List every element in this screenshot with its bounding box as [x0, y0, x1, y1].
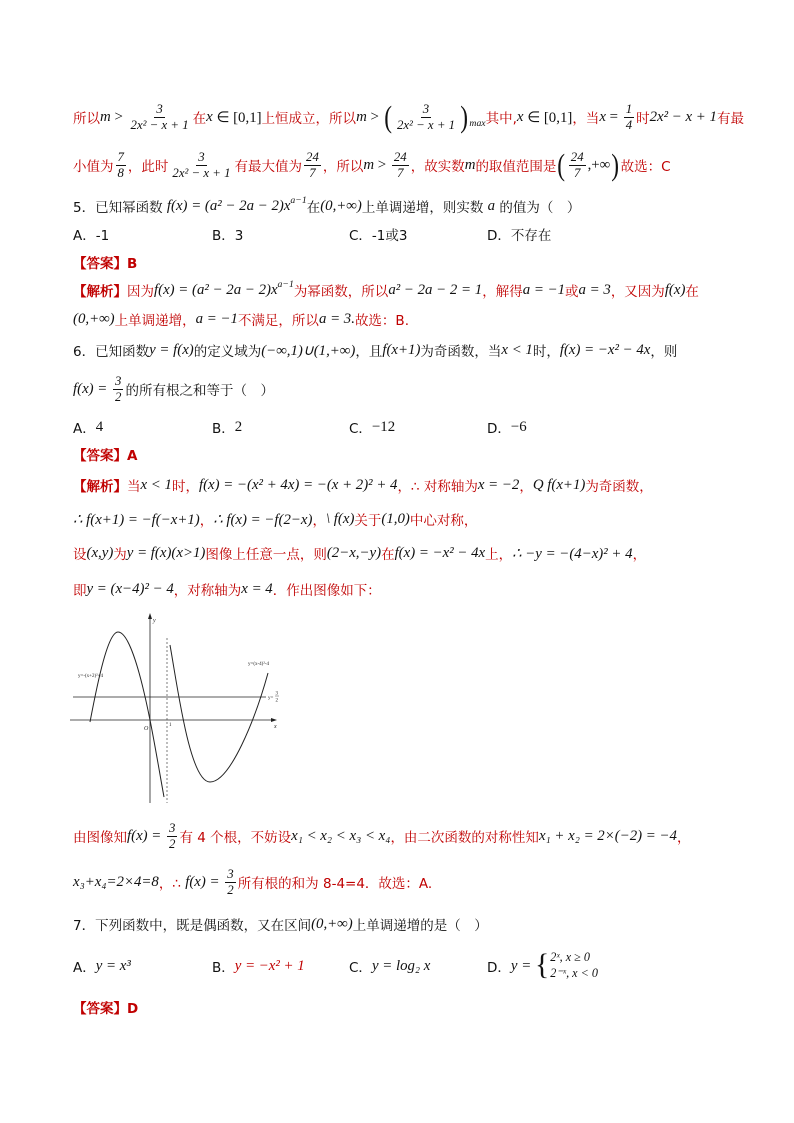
- text: 7．下列函数中，既是偶函数，又在区间: [73, 918, 312, 934]
- math: f(x): [664, 281, 686, 298]
- math: x = −2: [477, 476, 520, 493]
- math: y = f(x)(x>1): [126, 544, 206, 561]
- red-text: ，故实数: [410, 159, 465, 175]
- solution-line: [73, 862, 432, 902]
- red-text: 设: [73, 547, 87, 563]
- math-number: ∈ [0,1]: [212, 109, 262, 126]
- red-text: 上，: [485, 547, 513, 563]
- solution-line: [73, 533, 646, 573]
- math: f(x) =: [127, 827, 166, 844]
- big-left-paren: (: [383, 99, 392, 135]
- bold-red-label: 【解析】: [73, 479, 127, 495]
- math-number: ∈ [0,1]: [523, 109, 573, 126]
- math-number: >: [374, 156, 390, 173]
- text: D．不存在: [487, 228, 552, 244]
- math: f(x) =: [73, 380, 112, 397]
- red-text: 的取值范围是: [475, 159, 557, 175]
- question-6-stem: [73, 369, 274, 409]
- fraction-denominator: 8: [117, 165, 124, 180]
- text: 上单调递增，则实数: [361, 200, 488, 216]
- red-text: ，对称轴为: [173, 583, 242, 599]
- question-5-options: [73, 214, 723, 254]
- text: C．: [349, 421, 372, 437]
- fraction: [170, 150, 232, 181]
- math: (x,y): [86, 544, 114, 561]
- fraction: [392, 150, 409, 181]
- text: D．: [487, 421, 511, 437]
- text: 时，: [532, 344, 560, 360]
- red-text: 当: [127, 479, 141, 495]
- x-axis-arrow: [271, 718, 277, 722]
- math-number: −12: [371, 418, 396, 435]
- piecewise-case: 2⁻ˣ, x < 0: [550, 966, 598, 980]
- red-text: 为幂函数，所以: [293, 284, 389, 300]
- option-D: [487, 214, 551, 254]
- text: 上单调递增的是（ ）: [352, 918, 488, 934]
- red-text: ，: [632, 547, 647, 563]
- math: y = x³: [95, 957, 131, 974]
- math-number: >: [110, 108, 127, 125]
- math: a = −1: [522, 281, 566, 298]
- math: x = 4: [241, 580, 273, 597]
- option-C: [349, 214, 407, 254]
- math: (2−x,−y): [326, 544, 382, 561]
- math: m: [464, 156, 476, 173]
- math: a = 3: [578, 281, 611, 298]
- math: m: [356, 108, 367, 125]
- red-text: ，解得: [482, 284, 523, 300]
- red-text: ，: [199, 513, 214, 529]
- red-text: 其中,: [485, 111, 517, 127]
- math: f(x) =: [185, 873, 224, 890]
- red-text: ，∴: [158, 876, 186, 892]
- math: a: [487, 197, 496, 214]
- math: \ f(x): [325, 510, 355, 527]
- text: 6．已知函数: [73, 344, 150, 360]
- superscript: a−1: [290, 194, 307, 206]
- text: A．: [73, 960, 96, 976]
- y-axis-label: y: [153, 618, 156, 624]
- fraction: [395, 102, 457, 133]
- math: y = log₂ x: [371, 957, 431, 974]
- red-text: ，由二次函数的对称性知: [390, 830, 539, 846]
- fraction-numerator: 24: [306, 149, 319, 164]
- fraction-numerator: 3: [156, 101, 163, 116]
- math: (0,+∞): [311, 915, 353, 932]
- red-text: 在: [685, 284, 699, 300]
- red-text: 故选：C: [620, 159, 671, 175]
- red-text: ，又因为: [610, 284, 665, 300]
- big-right-paren: ): [611, 147, 620, 183]
- math: x₁ + x₂ = 2×(−2) = −4: [538, 827, 677, 844]
- solution-line: [73, 569, 381, 609]
- piecewise-rows: [550, 950, 598, 982]
- fraction: [116, 150, 126, 181]
- math: (0,+∞): [73, 310, 115, 327]
- red-text: 中心对称，: [409, 513, 478, 529]
- math-number: −6: [510, 418, 527, 435]
- math-number: 4: [95, 418, 104, 435]
- math-number: ,+∞: [587, 156, 611, 173]
- fraction: [225, 867, 235, 898]
- function-graph: [70, 610, 285, 805]
- option-B: [212, 407, 242, 447]
- fraction-numerator: 24: [570, 149, 584, 164]
- math: m: [363, 156, 375, 173]
- fraction-denominator: 4: [625, 117, 633, 132]
- line-label-numerator: 3: [275, 691, 278, 697]
- text: ，且: [355, 344, 383, 360]
- red-text: 为奇函数，: [585, 479, 653, 495]
- fraction-numerator: 3: [115, 373, 122, 388]
- red-text: 上恒成立，所以: [261, 111, 357, 127]
- math-number: =: [605, 108, 622, 125]
- math: y =: [510, 957, 535, 974]
- math: f(x) = −x² − 4x: [394, 544, 486, 561]
- red-text: 或: [565, 284, 579, 300]
- text: B．: [212, 421, 235, 437]
- red-text: 因为: [127, 284, 154, 300]
- option-B: [212, 946, 305, 986]
- right-curve-label: y=(x-4)²-4: [248, 662, 269, 667]
- math-number: >: [366, 108, 383, 125]
- bold-red-label: 【答案】D: [73, 1001, 139, 1017]
- red-text: 不满足，所以: [237, 313, 319, 329]
- math: f(x) = −(x² + 4x) = −(x + 2)² + 4: [198, 476, 398, 493]
- red-text: 所以: [73, 111, 100, 127]
- red-text: 有最大值为: [234, 159, 303, 175]
- x-axis-label: x: [274, 724, 277, 730]
- fraction-denominator: 2: [169, 836, 176, 851]
- red-text: ，所以: [322, 159, 364, 175]
- fraction-denominator: 7: [309, 165, 316, 180]
- red-text: 所有根的和为 8-4=4．故选：A.: [237, 876, 433, 892]
- question-7-stem: [73, 904, 488, 944]
- red-math: y = −x² + 1: [234, 957, 305, 974]
- red-text: ，: [312, 513, 326, 529]
- math: f(x) = (a² − 2a − 2)x: [154, 281, 278, 298]
- question-6-options: [73, 407, 723, 447]
- math: x: [206, 108, 213, 125]
- fraction-denominator: 2x² − x + 1: [172, 165, 231, 180]
- red-text: 有最: [716, 111, 744, 127]
- option-A: [73, 946, 131, 986]
- fraction-numerator: 3: [198, 149, 205, 164]
- piecewise-brace: {: [534, 949, 550, 982]
- math: x: [599, 108, 606, 125]
- red-text: 时: [636, 111, 650, 127]
- subscript: max: [469, 117, 486, 129]
- red-text: 在: [381, 547, 395, 563]
- fraction-numerator: 3: [169, 820, 176, 835]
- math: (0,+∞): [320, 197, 362, 214]
- big-left-paren: (: [557, 147, 566, 183]
- option-D: [487, 407, 527, 447]
- question-6-stem: [73, 330, 677, 370]
- red-text: 为: [113, 547, 127, 563]
- red-text: 时，: [171, 479, 199, 495]
- red-text: 由图像知: [73, 830, 127, 846]
- red-text: 关于: [354, 513, 382, 529]
- fraction-denominator: 2x² − x + 1: [130, 117, 189, 132]
- math: (1,0): [381, 510, 410, 527]
- red-text: 小值为: [73, 159, 114, 175]
- bold-red-label: 【答案】B: [73, 256, 138, 272]
- fraction-numerator: 1: [625, 101, 633, 116]
- math: x < 1: [501, 341, 533, 358]
- fraction: [624, 102, 634, 133]
- fraction-denominator: 2: [115, 389, 122, 404]
- fraction-numerator: 3: [422, 101, 430, 116]
- solution-line: [73, 97, 744, 137]
- math: f(x+1): [382, 341, 421, 358]
- option-D: [487, 946, 598, 986]
- tick-label-1: 1: [169, 723, 172, 728]
- red-text: 图像上任意一点，则: [205, 547, 327, 563]
- math-number: 2: [234, 418, 243, 435]
- red-text: 即: [73, 583, 87, 599]
- red-text: 上单调递增，: [114, 313, 196, 329]
- bold-red-label: 【解析】: [73, 284, 127, 300]
- text: C．-1或3: [349, 228, 408, 244]
- fraction-denominator: 2x² − x + 1: [396, 117, 456, 132]
- math: ∴ −y = −(4−x)² + 4: [512, 545, 633, 562]
- red-text: 在: [192, 111, 207, 127]
- solution-line: [73, 145, 671, 185]
- text: 的值为（ ）: [495, 200, 581, 216]
- solution-line: [73, 816, 690, 856]
- fraction-denominator: 7: [573, 165, 581, 180]
- math: x < 1: [140, 476, 172, 493]
- text: A．: [73, 421, 96, 437]
- origin-label: O: [144, 726, 149, 732]
- math: a = 3.: [318, 310, 355, 327]
- fraction: [304, 150, 321, 181]
- option-C: [349, 946, 430, 986]
- red-text: ，∴ 对称轴为: [397, 479, 478, 495]
- left-curve-label: y=-(x+2)²+4: [78, 674, 103, 679]
- answer-line: [73, 987, 138, 1027]
- text: 为奇函数，当: [420, 344, 502, 360]
- y-axis-arrow: [148, 613, 152, 619]
- line-label-prefix: y=: [268, 696, 274, 701]
- red-text: 故选：B.: [354, 313, 409, 329]
- text: ，则: [650, 344, 678, 360]
- math: Q f(x+1): [532, 476, 586, 493]
- piecewise-case: 2ˣ, x ≥ 0: [550, 950, 590, 965]
- red-text: ，此时: [127, 159, 169, 175]
- math: (−∞,1)∪(1,+∞): [261, 342, 356, 359]
- math: y = (x−4)² − 4: [86, 580, 174, 597]
- fraction: [569, 150, 586, 181]
- text: B．3: [212, 228, 244, 244]
- red-text: ．作出图像如下：: [272, 583, 381, 599]
- math: x: [516, 108, 524, 125]
- math: a² − 2a − 2 = 1: [388, 281, 483, 298]
- big-right-paren: ): [460, 99, 469, 135]
- question-7-options: [73, 946, 723, 986]
- superscript: a−1: [277, 278, 294, 290]
- math: ∴ f(x) = −f(2−x): [213, 511, 313, 528]
- red-text: 有 4 个根，不妨设: [179, 830, 292, 846]
- text: 的所有根之和等于（ ）: [125, 383, 274, 399]
- text: 5．已知幂函数: [73, 200, 167, 216]
- red-text: ，当: [572, 111, 600, 127]
- math: y = f(x): [149, 341, 194, 358]
- option-C: [349, 407, 395, 447]
- red-text: ，: [519, 479, 533, 495]
- math: a = −1: [195, 310, 238, 327]
- math: m: [100, 108, 111, 125]
- math: f(x) = (a² − 2a − 2)x: [166, 197, 291, 214]
- fraction: [113, 374, 123, 405]
- red-text: ，: [676, 830, 691, 846]
- line-label-denominator: 2: [275, 698, 278, 704]
- piecewise-function: [535, 950, 598, 982]
- math: f(x) = −x² − 4x: [559, 341, 651, 358]
- text: B．: [212, 960, 235, 976]
- bold-red-label: 【答案】A: [73, 448, 138, 464]
- text: D．: [487, 960, 511, 976]
- fraction-numerator: 7: [117, 149, 124, 164]
- fraction-denominator: 2: [227, 882, 234, 897]
- text: 的定义域为: [193, 344, 262, 360]
- fraction: [167, 821, 177, 852]
- option-B: [212, 214, 243, 254]
- text: 在: [306, 200, 321, 216]
- math: ∴ f(x+1) = −f(−x+1): [73, 511, 200, 528]
- fraction-numerator: 24: [393, 149, 407, 164]
- fraction: [129, 102, 191, 133]
- text: A．-1: [73, 228, 110, 244]
- fraction-numerator: 3: [227, 866, 234, 881]
- function-graph-svg: [70, 610, 285, 805]
- math: x₃+x₄=2×4=8: [73, 873, 159, 890]
- math: x₁ < x₂ < x₃ < x₄: [291, 827, 391, 844]
- math: 2x² − x + 1: [649, 108, 717, 125]
- left-parabola: [90, 632, 164, 797]
- text: C．: [349, 960, 372, 976]
- fraction-denominator: 7: [397, 165, 404, 180]
